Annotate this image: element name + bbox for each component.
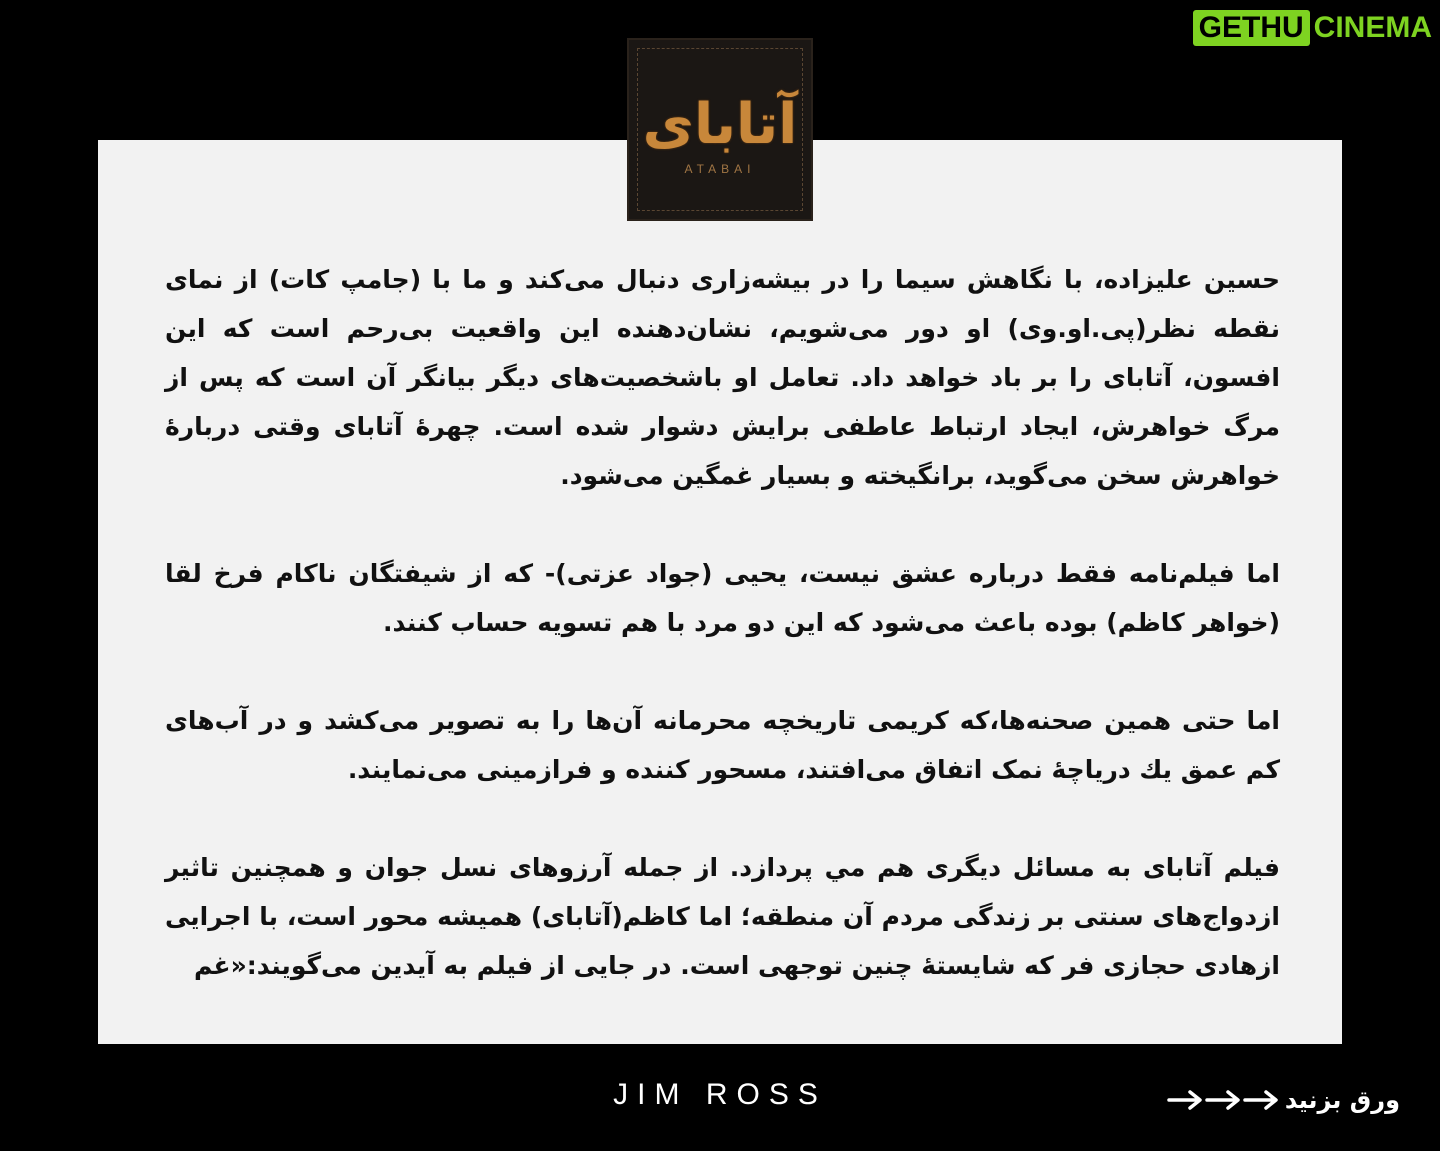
- paragraph-2: اما فیلم‌نامه فقط درباره عشق نیست، یحیی (جواد عزتی)- که از شیفتگان ناکام فرخ لقا (خواهر کاظم) بوده باعث می‌شود که این دو مرد با هم تسویه حساب کنند.: [165, 559, 1280, 637]
- paragraph-4: فیلم آتابای به مسائل دیگری هم مي پردازد. از جمله آرزوهای نسل جوان و همچنین تاثیر ازدواج‌های سنتی بر زندگی مردم آن منطقه؛ اما کاظم(آتابای) همیشه محور است، با اجرایی ازهادی حجازی فر که شایستهٔ چنین توجهی است. در جایی از فیلم به آیدین می‌گویند:«غم: [165, 853, 1280, 980]
- arrow-right-icon: [1167, 1088, 1205, 1112]
- brand-logo: [1193, 10, 1432, 46]
- poster-frame: [637, 48, 803, 211]
- author-signature: JIM ROSS: [613, 1078, 827, 1111]
- brand-logo-part2: CINEMA: [1313, 11, 1432, 44]
- brand-logo-part1: GETHU: [1193, 10, 1310, 46]
- arrow-right-icon: [1205, 1088, 1243, 1112]
- paragraph-1: حسین علیزاده، با نگاهش سیما را در بیشه‌زاری دنبال می‌کند و ما با (جامپ کات) از نمای نقطه نظر(پی.او.وی) او دور می‌شویم، نشان‌دهنده این واقعیت بی‌رحم است که این افسون، آتابای را بر باد خواهد داد. تعامل او باشخصیت‌های دیگر بیانگر آن است که پس از مرگ خواهرش، ایجاد ارتباط عاطفی برایش دشوار شده است. چهرهٔ آتابای وقتی دربارهٔ خواهرش سخن می‌گوید، برانگیخته و بسیار غمگین می‌شود.: [165, 265, 1280, 490]
- swipe-arrows: [1167, 1088, 1281, 1112]
- paragraph-3: اما حتی همین صحنه‌ها،که کریمی تاریخچه محرمانه آن‌ها را به تصویر می‌کشد و در آب‌های کم عمق یك دریاچهٔ نمک اتفاق می‌افتند، مسحور کننده و فرازمینی می‌نمایند.: [165, 706, 1280, 784]
- poster-title-en: ATABAI: [684, 161, 756, 176]
- review-text: [165, 255, 1280, 1039]
- poster-title-fa: آتابای: [642, 91, 798, 157]
- swipe-hint[interactable]: [1167, 1080, 1400, 1120]
- film-poster-logo: [627, 38, 813, 221]
- arrow-right-icon: [1243, 1088, 1281, 1112]
- swipe-label: ورق بزنید: [1284, 1086, 1400, 1114]
